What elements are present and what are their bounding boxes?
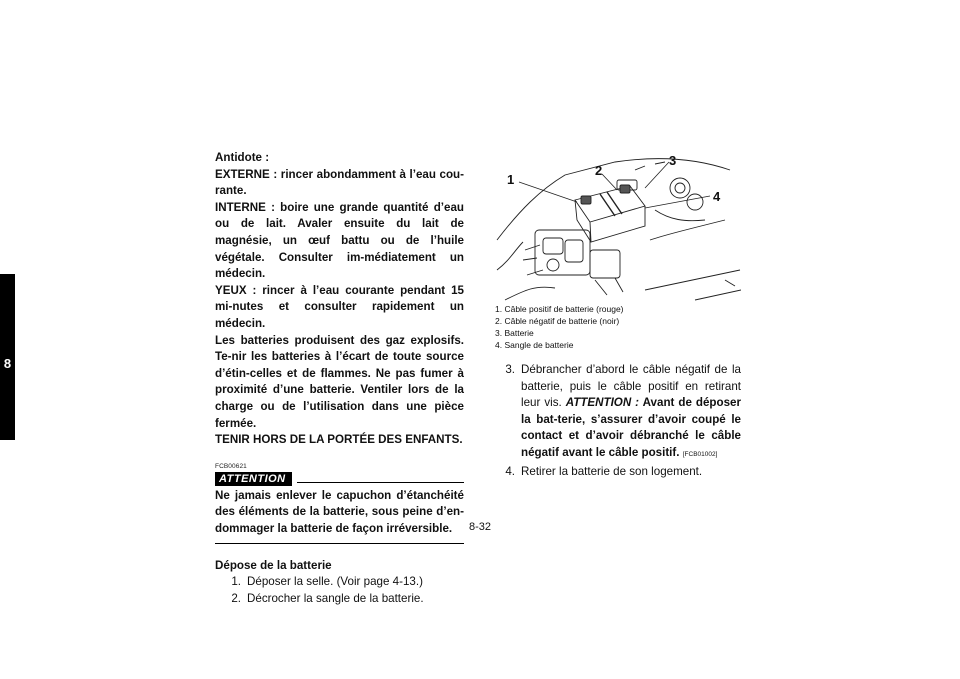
warning-line: TENIR HORS DE LA PORTÉE DES ENFANTS. — [215, 433, 463, 447]
reference-code: [FCB01002] — [682, 450, 718, 458]
warning-block — [215, 150, 464, 449]
list-item — [495, 362, 741, 464]
step-text: Déposer la selle. (Voir page 4-13.) — [247, 575, 423, 589]
step-number: 2. — [231, 592, 241, 606]
step-text: Décrocher la sangle de la batterie. — [247, 592, 424, 606]
page-number: 8-32 — [468, 521, 492, 533]
figure-captions — [495, 303, 741, 351]
section-title: Dépose de la batterie — [215, 559, 332, 573]
list-item — [495, 464, 741, 481]
chapter-number: 8 — [3, 356, 12, 371]
attention-text: Ne jamais enlever le capuchon d’étanchéité des éléments de la batterie, sous peine d’en-dommager la batterie de façon irréversible. — [215, 485, 464, 545]
chapter-tab — [0, 274, 15, 440]
figure-number: 4 — [713, 189, 721, 204]
figure-number: 2 — [595, 163, 603, 178]
attention-header — [215, 463, 464, 485]
warning-line: YEUX : rincer à l’eau courante pendant 15 mi-nutes et consulter rapidement un médecin. — [215, 283, 464, 330]
left-column — [215, 150, 464, 608]
caption-item: 3. Batterie — [495, 328, 534, 338]
step-number: 4. — [505, 464, 515, 478]
figure-number: 3 — [669, 153, 677, 168]
inline-attention-label: ATTENTION : — [565, 396, 640, 410]
attention-code: FCB00621 — [215, 462, 247, 470]
figure-number: 1 — [507, 172, 515, 187]
battery-illustration — [495, 150, 741, 302]
step-text: Retirer la batterie de son logement. — [521, 464, 703, 478]
step-text — [521, 362, 741, 464]
attention-rule — [297, 482, 464, 483]
warning-line: EXTERNE : rincer abondamment à l’eau cou-rante. — [215, 167, 464, 198]
warning-line: Antidote : — [215, 151, 270, 164]
inline-attention-text: Avant de déposer la bat-terie, s’assurer d’avoir coupé le contact et d’avoir débranché le câble négatif avant le câble positif. — [521, 396, 741, 459]
attention-label: ATTENTION — [215, 472, 292, 486]
right-steps — [495, 362, 741, 480]
list-item — [215, 574, 464, 591]
caption-item: 2. Câble négatif de batterie (noir) — [495, 316, 620, 326]
warning-line: INTERNE : boire une grande quantité d’eau ou de lait. Avaler ensuite du lait de magnésie, un œuf battu ou de l’huile végétale. Consulter im-médiatement un médecin. — [215, 200, 464, 281]
list-item — [215, 591, 464, 608]
caption-item: 4. Sangle de batterie — [495, 340, 574, 350]
right-column — [495, 150, 741, 480]
warning-line: Les batteries produisent des gaz explosifs. Te-nir les batteries à l’écart de toute source d’étin-celles et de flammes. Ne pas fumer à proximité d’une batterie. Ventiler lors de la charge ou de l’utilisation dans une pièce fermée. — [215, 333, 464, 430]
step-number: 3. — [505, 363, 515, 376]
caption-item: 1. Câble positif de batterie (rouge) — [495, 304, 624, 314]
step-number: 1. — [231, 575, 241, 589]
battery-figure — [495, 150, 741, 302]
step-main-text: Débrancher d’abord le câble négatif de la batterie, puis le câble positif en retirant leur vis. — [521, 363, 741, 410]
